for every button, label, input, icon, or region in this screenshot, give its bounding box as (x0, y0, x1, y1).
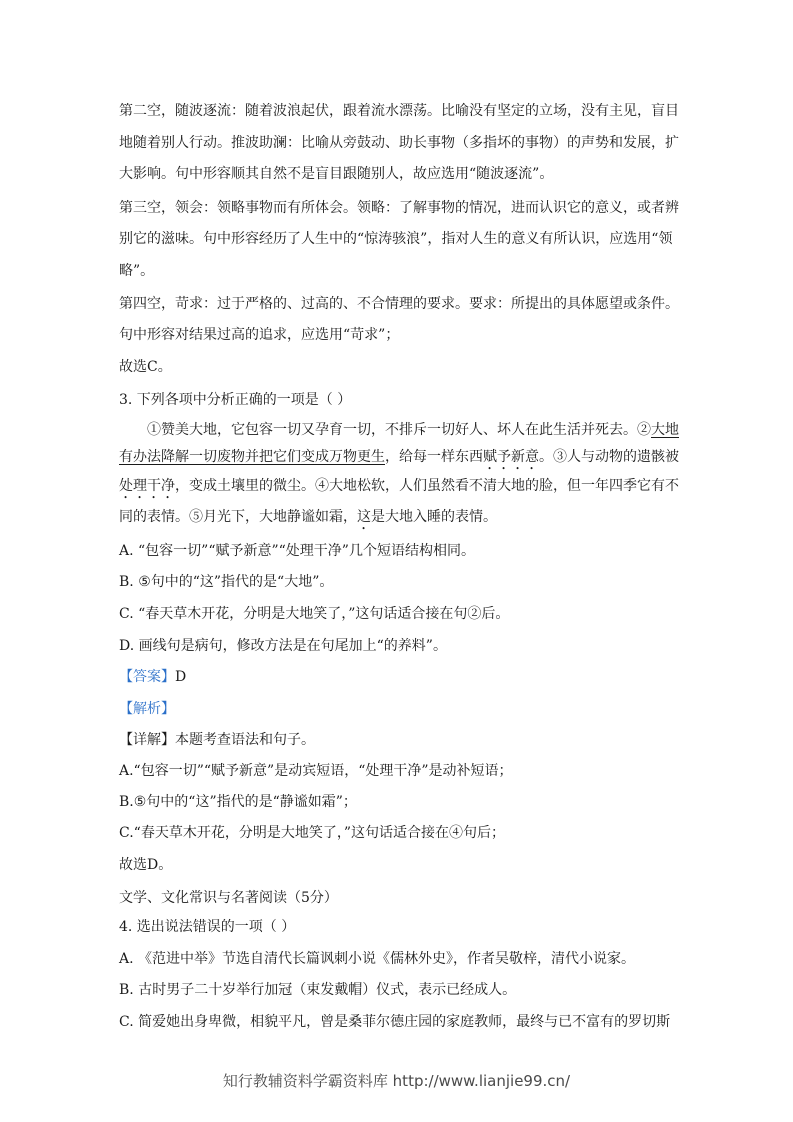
answer-line (119, 667, 186, 687)
detail-heading: 【详解】本题考查语法和句子。 (119, 732, 315, 748)
text-line: 略”。 (119, 263, 155, 279)
answer-label: 【答案】 (119, 669, 175, 685)
passage-text: ①赞美大地，它包容一切又孕育一切，不排斥一切好人、坏人在此生活并死去。② (147, 422, 651, 438)
q4-option-b: B. 古时男子二十岁举行加冠（束发戴帽）仪式，表示已经成人。 (119, 982, 517, 998)
answer-value: D (175, 669, 187, 685)
passage-line (119, 476, 679, 502)
section-heading: 文学、文化常识与名著阅读（5分） (119, 890, 338, 906)
passage-text: 。③人与动物的遗骸被 (539, 449, 679, 465)
text-line: 大影响。句中形容顺其自然不是盲目跟随别人，故应选用“随波逐流”。 (119, 166, 554, 182)
q4-option-c: C. 简爱她出身卑微，相貌平凡，曾是桑菲尔德庄园的家庭教师，最终与已不富有的罗切斯 (119, 1014, 671, 1030)
passage-line (119, 507, 497, 533)
emphasis-phrase: 处理干净 (119, 478, 175, 494)
passage-text: 是大地入睡的表情。 (371, 509, 497, 525)
passage-text: ，变成土壤里的微尘。④大地松软，人们虽然看不清大地的脸，但一年四季它有不 (175, 478, 679, 494)
text-line: 第四空，苛求：过于严格的、过高的、不合情理的要求。要求：所提出的具体愿望或条件。 (119, 296, 679, 312)
passage-text: ，给每一样东西 (385, 449, 483, 465)
question-3: 3. 下列各项中分析正确的一项是（ ） (119, 392, 352, 408)
text-line: 句中形容对结果过高的追求，应选用“苛求”； (119, 327, 400, 343)
underlined-sentence: 有办法降解一切废物并把它们变成万物更生 (119, 449, 385, 465)
q4-option-a: A. 《范进中举》节选自清代长篇讽刺小说《儒林外史》，作者吴敬梓，清代小说家。 (119, 951, 636, 967)
option-b: B. ⑤句中的“这”指代的是“大地”。 (119, 574, 334, 590)
text-line: 别它的滋味。句中形容经历了人生中的“惊涛骇浪”，指对人生的意义有所认识，应选用“领 (119, 231, 673, 247)
passage-text: 同的表情。⑤月光下，大地静谧如霜， (119, 509, 357, 525)
text-line: 故选C。 (119, 359, 172, 375)
footer-watermark: 知行教辅资料学霸资料库 http://www.lianjie99.cn/ (222, 1072, 571, 1090)
emphasis-phrase: 赋予新意 (483, 449, 539, 465)
detail-conclusion: 故选D。 (119, 857, 173, 873)
text-line: 第二空，随波逐流：随着波浪起伏，跟着流水漂荡。比喻没有坚定的立场，没有主见，盲目 (119, 103, 679, 119)
analysis-label: 【解析】 (119, 701, 175, 717)
text-line: 第三空，领会：领略事物而有所体会。领略：了解事物的情况，进而认识它的意义，或者辨 (119, 200, 679, 216)
emphasis-phrase: 这 (357, 509, 371, 525)
option-d: D. 画线句是病句，修改方法是在句尾加上“的养料”。 (119, 638, 447, 654)
text-line: 地随着别人行动。推波助澜：比喻从旁鼓动、助长事物（多指坏的事物）的声势和发展，扩 (119, 135, 679, 151)
question-4: 4. 选出说法错误的一项（ ） (119, 919, 296, 935)
option-a: A. “包容一切”“赋予新意”“处理干净”几个短语结构相同。 (119, 543, 475, 559)
underlined-sentence: 大地 (651, 422, 679, 438)
detail-a: A.“包容一切”“赋予新意”是动宾短语，“处理干净”是动补短语； (119, 763, 513, 779)
detail-b: B.⑤句中的“这”指代的是“静谧如霜”； (119, 794, 357, 810)
passage-line (147, 420, 679, 440)
passage-line (119, 447, 679, 473)
option-c: C. “春天草木开花，分明是大地笑了，”这句话适合接在句②后。 (119, 606, 510, 622)
detail-c: C.“春天草木开花，分明是大地笑了，”这句话适合接在④句后； (119, 825, 505, 841)
